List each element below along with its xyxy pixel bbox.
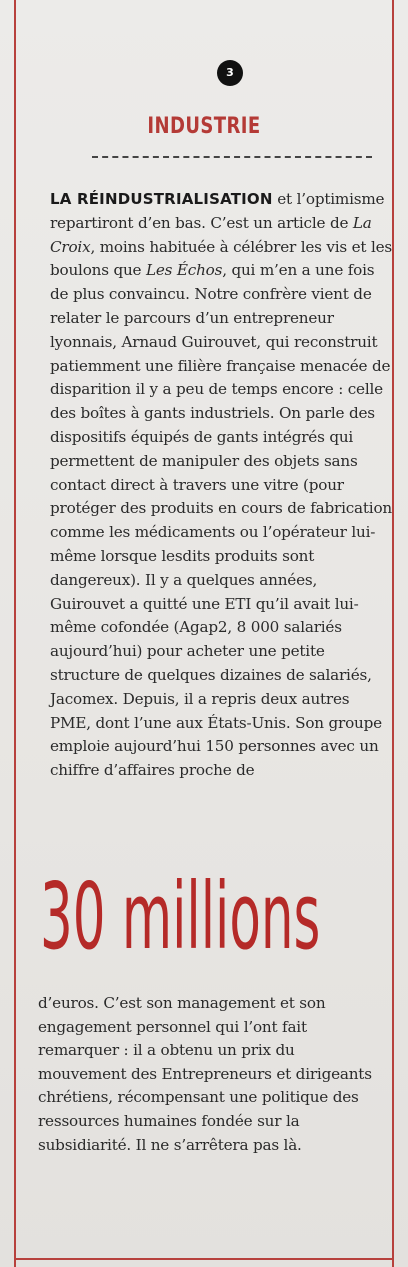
article-body (50, 188, 394, 783)
article-text-2: , moins habituée à célébrer les vis et les boulons que (50, 237, 392, 280)
highlight-figure: 30 millions (40, 863, 321, 970)
publication-name-la-croix: La Croix (50, 213, 372, 256)
article-text-3: , qui m’en a une fois de plus convaincu. Notre confrère vient de relater le parcours d’un entrepreneur lyonnais, Arnaud Guirouvet, qui reconstruit patiemment une filière française menacée de disparition il y a peu de temps encore : celle des boîtes à gants industriels. On parle des dispositifs équipés de gants intégrés qui permettent de manipuler des objets sans contact direct à travers une vitre (pour protéger des produits en cours de fabrication comme les médicaments ou l’opérateur lui-même lorsque lesdits produits sont dangereux). Il y a quelques années, Guirouvet a quitté une ETI qu’il avait lui-même cofondée (Agap2, 8 000 salariés aujourd’hui) pour acheter une petite structure de quelques dizaines de salariés, Jacomex. Depuis, il a repris deux autres PME, dont l’une aux États-Unis. Son groupe emploie aujourd’hui 150 personnes avec un chiffre d’affaires proche de (50, 261, 392, 780)
section-title: INDUSTRIE (147, 114, 261, 139)
publication-name-les-echos: Les Échos (145, 261, 223, 280)
article-text-1: et l’optimisme repartiront d’en bas. C’est un article de (50, 190, 385, 232)
article-closing: d’euros. C’est son management et son engagement personnel qui l’ont fait remarquer : il a obtenu un prix du mouvement des Entrepreneurs et dirigeants chrétiens, récompensant une politique des ressources humaines fondée sur la subsidiarité. Il ne s’arrêtera pas là. (38, 994, 372, 1154)
item-number-badge: 3 (217, 60, 243, 86)
dashed-divider (92, 156, 372, 158)
bottom-rule (14, 1258, 394, 1260)
article-lead: LA RÉINDUSTRIALISATION (50, 190, 273, 208)
